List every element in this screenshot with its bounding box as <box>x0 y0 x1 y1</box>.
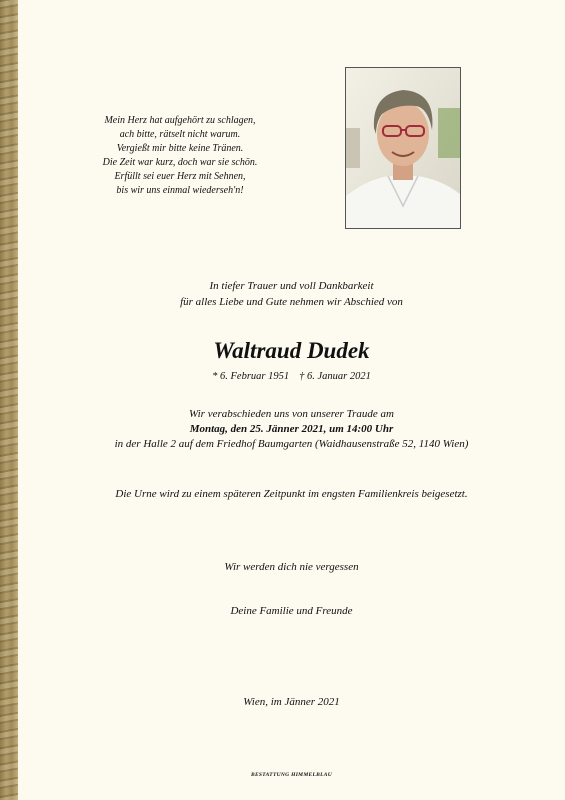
poem-line: Die Zeit war kurz, doch war sie schön. <box>102 157 258 168</box>
farewell-line: Wir werden dich nie vergessen <box>224 561 359 573</box>
service-location: in der Halle 2 auf dem Friedhof Baumgarten (Waidhausenstraße 52, 1140 Wien) <box>114 438 469 450</box>
poem-line: Erfüllt sei euer Herz mit Sehnen, <box>114 171 246 182</box>
undertaker-name: BESTATTUNG HIMMELBLAU <box>250 772 333 778</box>
intro-line: für alles Liebe und Gute nehmen wir Abschied von <box>180 296 403 308</box>
signature-family: Deine Familie und Freunde <box>230 605 353 617</box>
service-datetime: Montag, den 25. Jänner 2021, um 14:00 Uhr <box>189 423 394 435</box>
deceased-name: Waltraud Dudek <box>213 338 370 363</box>
poem-line: Vergießt mir bitte keine Tränen. <box>116 143 244 154</box>
poem-line: bis wir uns einmal wiederseh'n! <box>116 185 244 196</box>
intro-line: In tiefer Trauer und voll Dankbarkeit <box>209 280 374 292</box>
poem <box>60 114 300 198</box>
urn-notice: Die Urne wird zu einem späteren Zeitpunkt im engsten Familienkreis beigesetzt. <box>115 488 468 500</box>
decorative-border <box>0 0 18 800</box>
service-details <box>18 407 565 452</box>
portrait-photo <box>345 67 461 229</box>
poem-line: Mein Herz hat aufgehört zu schlagen, <box>104 115 256 126</box>
death-date: † 6. Januar 2021 <box>299 371 371 382</box>
intro-text <box>18 278 565 310</box>
service-line: Wir verabschieden uns von unserer Traude am <box>189 408 394 420</box>
poem-line: ach bitte, rätselt nicht warum. <box>119 129 241 140</box>
life-dates <box>18 370 565 384</box>
place-date: Wien, im Jänner 2021 <box>243 696 340 708</box>
birth-date: * 6. Februar 1951 <box>212 371 290 382</box>
